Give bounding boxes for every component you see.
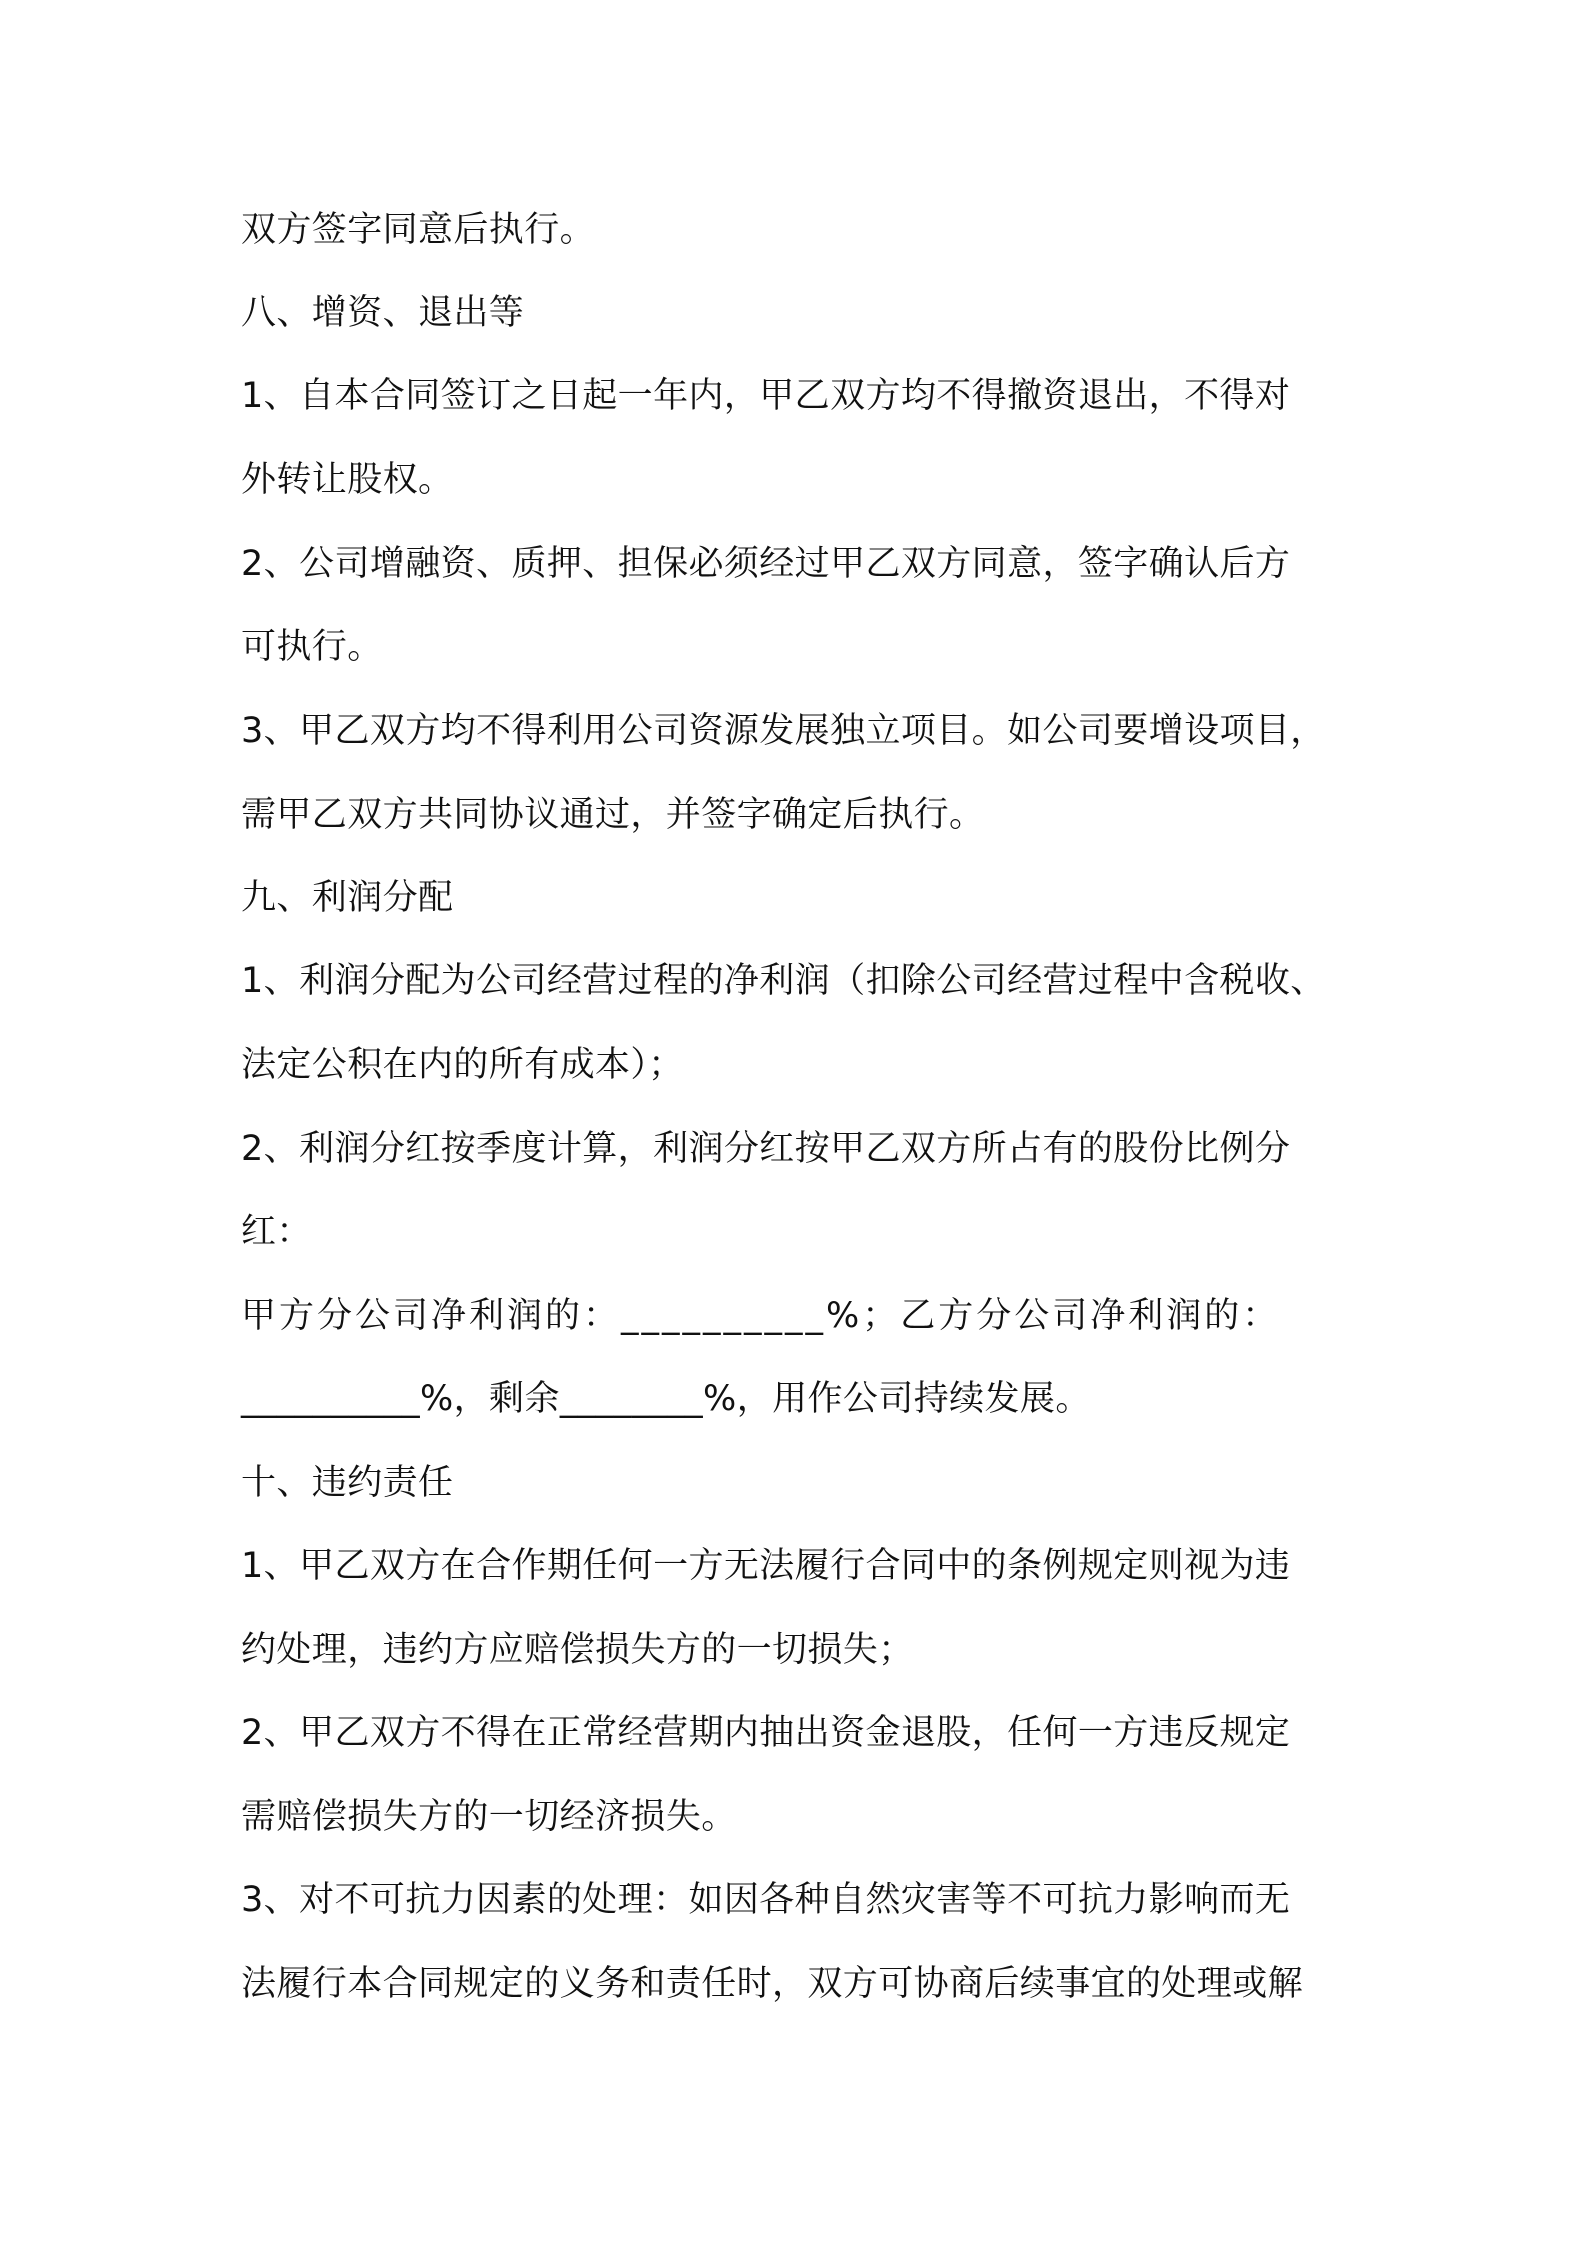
section-heading-profit-distribution: 九、利润分配 [241,878,454,918]
text-line: 双方签字同意后执行。 [241,210,596,250]
text-line: 3、对不可抗力因素的处理：如因各种自然灾害等不可抗力影响而无 [241,1880,1291,1920]
text-line: 可执行。 [241,627,383,667]
text-line: 2、甲乙双方不得在正常经营期内抽出资金退股，任何一方违反规定 [241,1713,1291,1753]
text-line: 约处理，违约方应赔偿损失方的一切损失； [241,1630,914,1670]
text-line: 1、自本合同签订之日起一年内，甲乙双方均不得撤资退出，不得对 [241,376,1291,416]
text-line: 2、公司增融资、质押、担保必须经过甲乙双方同意，签字确认后方 [241,544,1291,584]
text-line: 3、甲乙双方均不得利用公司资源发展独立项目。如公司要增设项目， [241,711,1326,751]
text-line: 红： [241,1212,312,1252]
text-line: 需赔偿损失方的一切经济损失。 [241,1797,737,1837]
text-line: 1、甲乙双方在合作期任何一方无法履行合同中的条例规定则视为违 [241,1546,1291,1586]
text-line: 需甲乙双方共同协议通过，并签字确定后执行。 [241,795,985,835]
fill-in-line-party-shares: 甲方分公司净利润的：__________%；乙方分公司净利润的： [241,1296,1281,1336]
section-heading-liability: 十、违约责任 [241,1463,454,1503]
text-line: 1、利润分配为公司经营过程的净利润（扣除公司经营过程中含税收、 [241,961,1326,1001]
section-heading-capital-exit: 八、增资、退出等 [241,293,525,333]
fill-in-line-remainder: __________%，剩余________%，用作公司持续发展。 [241,1379,1091,1419]
text-line: 法履行本合同规定的义务和责任时，双方可协商后续事宜的处理或解 [241,1964,1304,2004]
text-line: 法定公积在内的所有成本）； [241,1045,684,1085]
text-line: 2、利润分红按季度计算，利润分红按甲乙双方所占有的股份比例分 [241,1129,1291,1169]
text-line: 外转让股权。 [241,460,454,500]
